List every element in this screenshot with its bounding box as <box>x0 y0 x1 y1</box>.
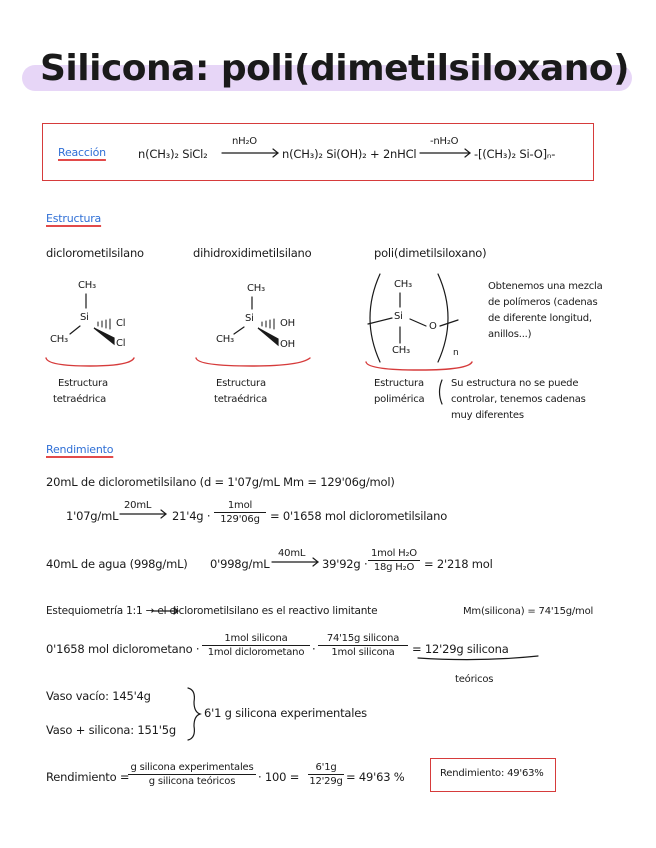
mol3-ch3-top: CH₃ <box>394 279 412 290</box>
calc3-result: = 12'29g silicona <box>412 642 509 656</box>
calc3-result-sub: teóricos <box>455 674 494 685</box>
mol3-caption-2: polimérica <box>374 394 425 405</box>
calc2-frac-num: 1mol H₂O <box>368 548 420 561</box>
calc1-mid: 21'4g · <box>172 509 211 523</box>
calc2-left: 0'998g/mL <box>210 557 270 571</box>
reaction-label: Reacción <box>58 146 106 159</box>
mol3-subscript-n: n <box>453 348 459 358</box>
mol2-ch3-bottom: CH₃ <box>216 334 234 345</box>
mol1-cl-2: Cl <box>116 338 126 349</box>
mol1-si: Si <box>80 312 89 323</box>
calc1-frac-num: 1mol <box>214 500 266 513</box>
mol3-caption-1: Estructura <box>374 378 424 389</box>
mol2-oh-1: OH <box>280 318 295 329</box>
calc2-result: = 2'218 mol <box>424 557 493 571</box>
mol2-caption-2: tetraédrica <box>214 394 268 405</box>
molecule-name-2: dihidroxidimetilsilano <box>193 246 312 260</box>
final-f1-num: g silicona experimentales <box>128 762 256 775</box>
page-title: Silicona: poli(dimetilsiloxano) <box>40 48 630 89</box>
calc1-result: = 0'1658 mol diclorometilsilano <box>270 509 448 523</box>
calc3-f2-num: 74'15g silicona <box>318 633 408 646</box>
note-bottom-2: controlar, tenemos cadenas <box>451 394 586 405</box>
note-bottom-1: Su estructura no se puede <box>451 378 579 389</box>
note-right-1: Obtenemos una mezcla <box>488 281 603 292</box>
mol3-ch3-bottom: CH₃ <box>392 345 410 356</box>
final-box-text: Rendimiento: 49'63% <box>440 768 544 779</box>
calc2-arrow-label: 40mL <box>278 548 306 559</box>
mol2-ch3-top: CH₃ <box>247 283 265 294</box>
reaction-product: -[(CH₃)₂ Si-O]ₙ- <box>474 147 556 161</box>
mol1-caption-1: Estructura <box>58 378 108 389</box>
molecule-name-1: diclorometilsilano <box>46 246 144 260</box>
beaker-empty: Vaso vacío: 145'4g <box>46 689 151 703</box>
final-result: = 49'63 % <box>346 770 405 784</box>
mol3-o: O <box>429 321 437 332</box>
reaction-arrow2-label: -nH₂O <box>430 136 459 147</box>
mol2-caption-1: Estructura <box>216 378 266 389</box>
final-f1-den: g silicona teóricos <box>148 776 236 787</box>
calc1-frac-den: 129'06g <box>220 514 260 525</box>
mol3-si: Si <box>394 311 403 322</box>
mol2-si: Si <box>245 313 254 324</box>
beaker-full: Vaso + silicona: 151'5g <box>46 723 176 737</box>
yield-line2: 40mL de agua (998g/mL) <box>46 557 188 571</box>
calc3-f2-den: 1mol silicona <box>331 647 395 658</box>
mol2-oh-2: OH <box>280 339 295 350</box>
mol1-cl-1: Cl <box>116 318 126 329</box>
calc3-left: 0'1658 mol diclorometano · <box>46 642 200 656</box>
note-right-3: de diferente longitud, <box>488 313 592 324</box>
final-label: Rendimiento = <box>46 770 130 784</box>
reaction-intermediate: n(CH₃)₂ Si(OH)₂ + 2nHCl <box>282 147 417 161</box>
calc2-mid: 39'92g · <box>322 557 368 571</box>
calc2-frac-den: 18g H₂O <box>373 562 415 573</box>
calc3-f1-num: 1mol silicona <box>202 633 310 646</box>
yield-heading: Rendimiento <box>46 443 114 456</box>
reaction-reactant: n(CH₃)₂ SiCl₂ <box>138 147 208 161</box>
experimental-mass: 6'1 g silicona experimentales <box>204 706 367 720</box>
note-right-2: de polímeros (cadenas <box>488 297 598 308</box>
reaction-arrow1-label: nH₂O <box>232 136 257 147</box>
final-f2-den: 12'29g <box>309 776 343 787</box>
note-bottom-3: muy diferentes <box>451 410 524 421</box>
note-right-4: anillos...) <box>488 329 532 340</box>
molecule-name-3: poli(dimetilsiloxano) <box>374 246 487 260</box>
mol1-caption-2: tetraédrica <box>53 394 107 405</box>
calc3-f1-den: 1mol diclorometano <box>207 647 305 658</box>
stoich-mm: Mm(silicona) = 74'15g/mol <box>463 606 594 617</box>
calc1-left: 1'07g/mL <box>66 509 119 523</box>
final-mid: · 100 = <box>258 770 300 784</box>
mol1-ch3-top: CH₃ <box>78 280 96 291</box>
structure-heading: Estructura <box>46 212 102 225</box>
calc3-dot: · <box>312 642 316 656</box>
final-f2-num: 6'1g <box>308 762 344 775</box>
mol1-ch3-bottom: CH₃ <box>50 334 68 345</box>
stoich-line: Estequiometría 1:1 → el diclorometilsilano es el reactivo limitante <box>46 605 378 617</box>
yield-line1: 20mL de diclorometilsilano (d = 1'07g/mL Mm = 129'06g/mol) <box>46 475 395 489</box>
calc1-arrow-label: 20mL <box>124 500 152 511</box>
